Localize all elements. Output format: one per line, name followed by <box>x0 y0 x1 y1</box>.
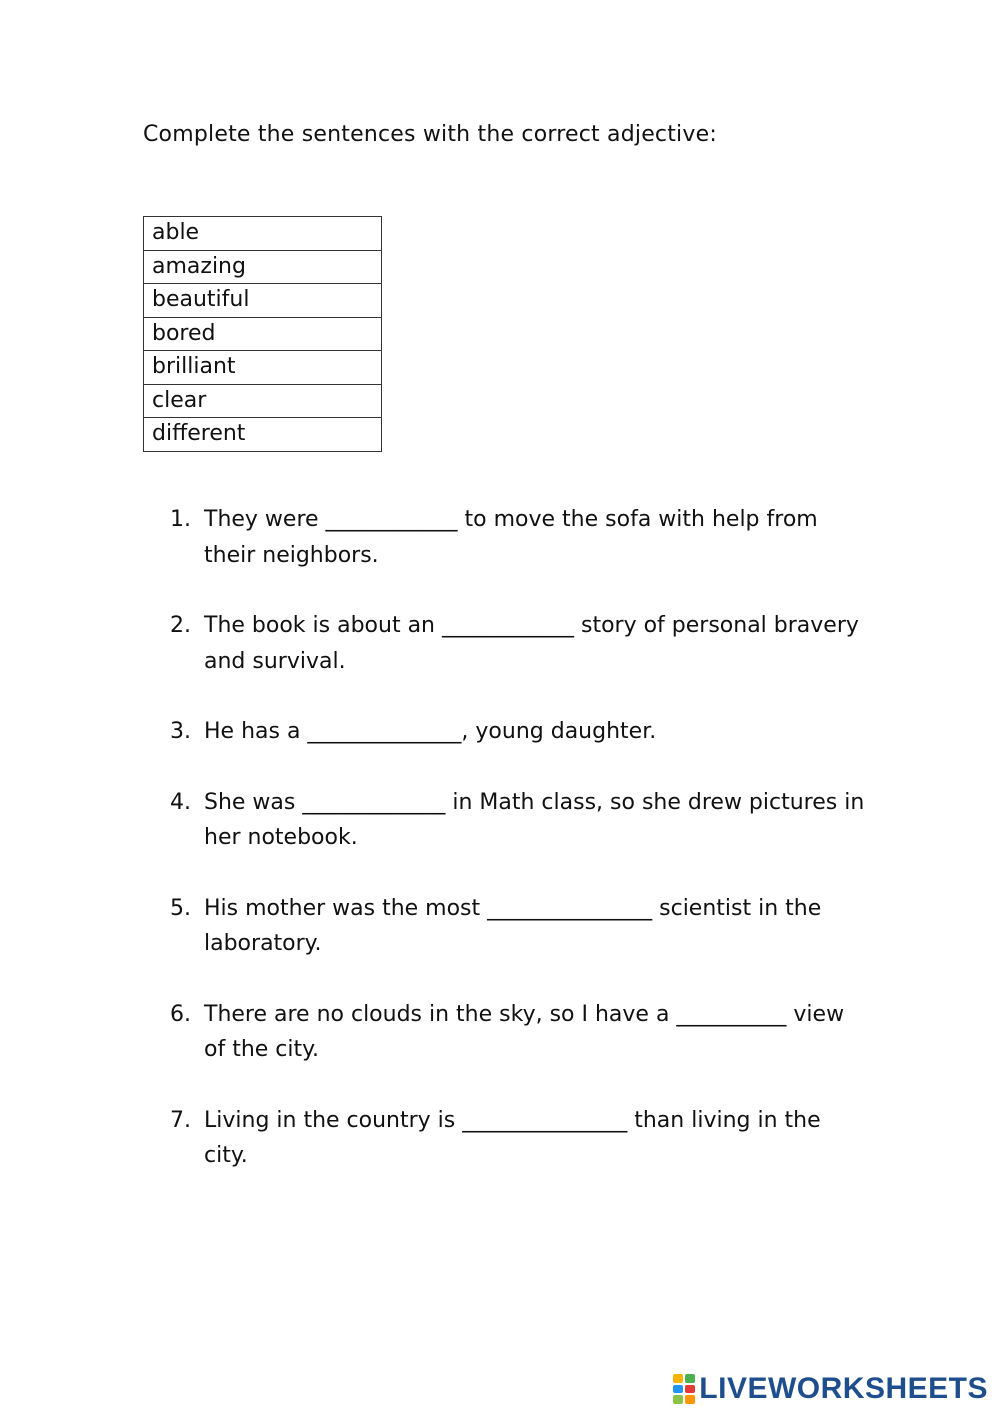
word-bank-table <box>143 216 382 452</box>
question-text[interactable]: Living in the country is _______________ than living in the city. <box>204 1107 828 1168</box>
question-item <box>170 714 870 750</box>
question-item <box>170 785 870 856</box>
question-list <box>170 502 870 1209</box>
logo-icon-tile <box>685 1374 695 1383</box>
logo-icon-tile <box>685 1385 695 1394</box>
question-item <box>170 1103 870 1174</box>
word-bank-cell: able <box>144 217 382 251</box>
liveworksheets-logo-icon <box>673 1374 695 1404</box>
logo-icon-tile <box>673 1385 683 1394</box>
word-bank-row <box>144 217 382 251</box>
word-bank-cell: amazing <box>144 250 382 284</box>
logo-icon-tile <box>673 1374 683 1383</box>
liveworksheets-logo <box>673 1372 988 1406</box>
word-bank-row <box>144 351 382 385</box>
logo-icon-tile <box>673 1395 683 1404</box>
question-number: 1. <box>170 507 191 532</box>
question-item <box>170 891 870 962</box>
instruction-heading: Complete the sentences with the correct adjective: <box>143 122 717 147</box>
question-number: 5. <box>170 895 191 921</box>
question-number: 7. <box>170 1107 191 1133</box>
question-text[interactable]: They were ____________ to move the sofa with help from their neighbors. <box>204 507 825 568</box>
question-item <box>170 502 870 573</box>
question-text[interactable]: His mother was the most _______________ scientist in the laboratory. <box>204 895 829 956</box>
question-number: 2. <box>170 613 191 638</box>
word-bank-cell: beautiful <box>144 284 382 318</box>
question-text[interactable]: There are no clouds in the sky, so I have a __________ view of the city. <box>204 1001 852 1062</box>
question-item <box>170 608 870 679</box>
question-number: 3. <box>170 719 191 744</box>
word-bank-cell: clear <box>144 384 382 418</box>
question-text[interactable]: She was _____________ in Math class, so she drew pictures in her notebook. <box>204 789 872 850</box>
question-text[interactable]: The book is about an ____________ story of personal bravery and survival. <box>204 613 866 674</box>
word-bank-cell: bored <box>144 317 382 351</box>
word-bank-row <box>144 384 382 418</box>
question-number: 6. <box>170 1001 191 1027</box>
question-text[interactable]: He has a ______________, young daughter. <box>204 719 657 744</box>
question-number: 4. <box>170 789 191 815</box>
word-bank-cell: different <box>144 418 382 452</box>
word-bank-row <box>144 284 382 318</box>
logo-icon-tile <box>685 1395 695 1404</box>
word-bank-row <box>144 418 382 452</box>
logo-wordmark: LIVEWORKSHEETS <box>699 1372 988 1405</box>
question-item <box>170 997 870 1068</box>
word-bank-row <box>144 317 382 351</box>
word-bank-cell: brilliant <box>144 351 382 385</box>
word-bank-row <box>144 250 382 284</box>
